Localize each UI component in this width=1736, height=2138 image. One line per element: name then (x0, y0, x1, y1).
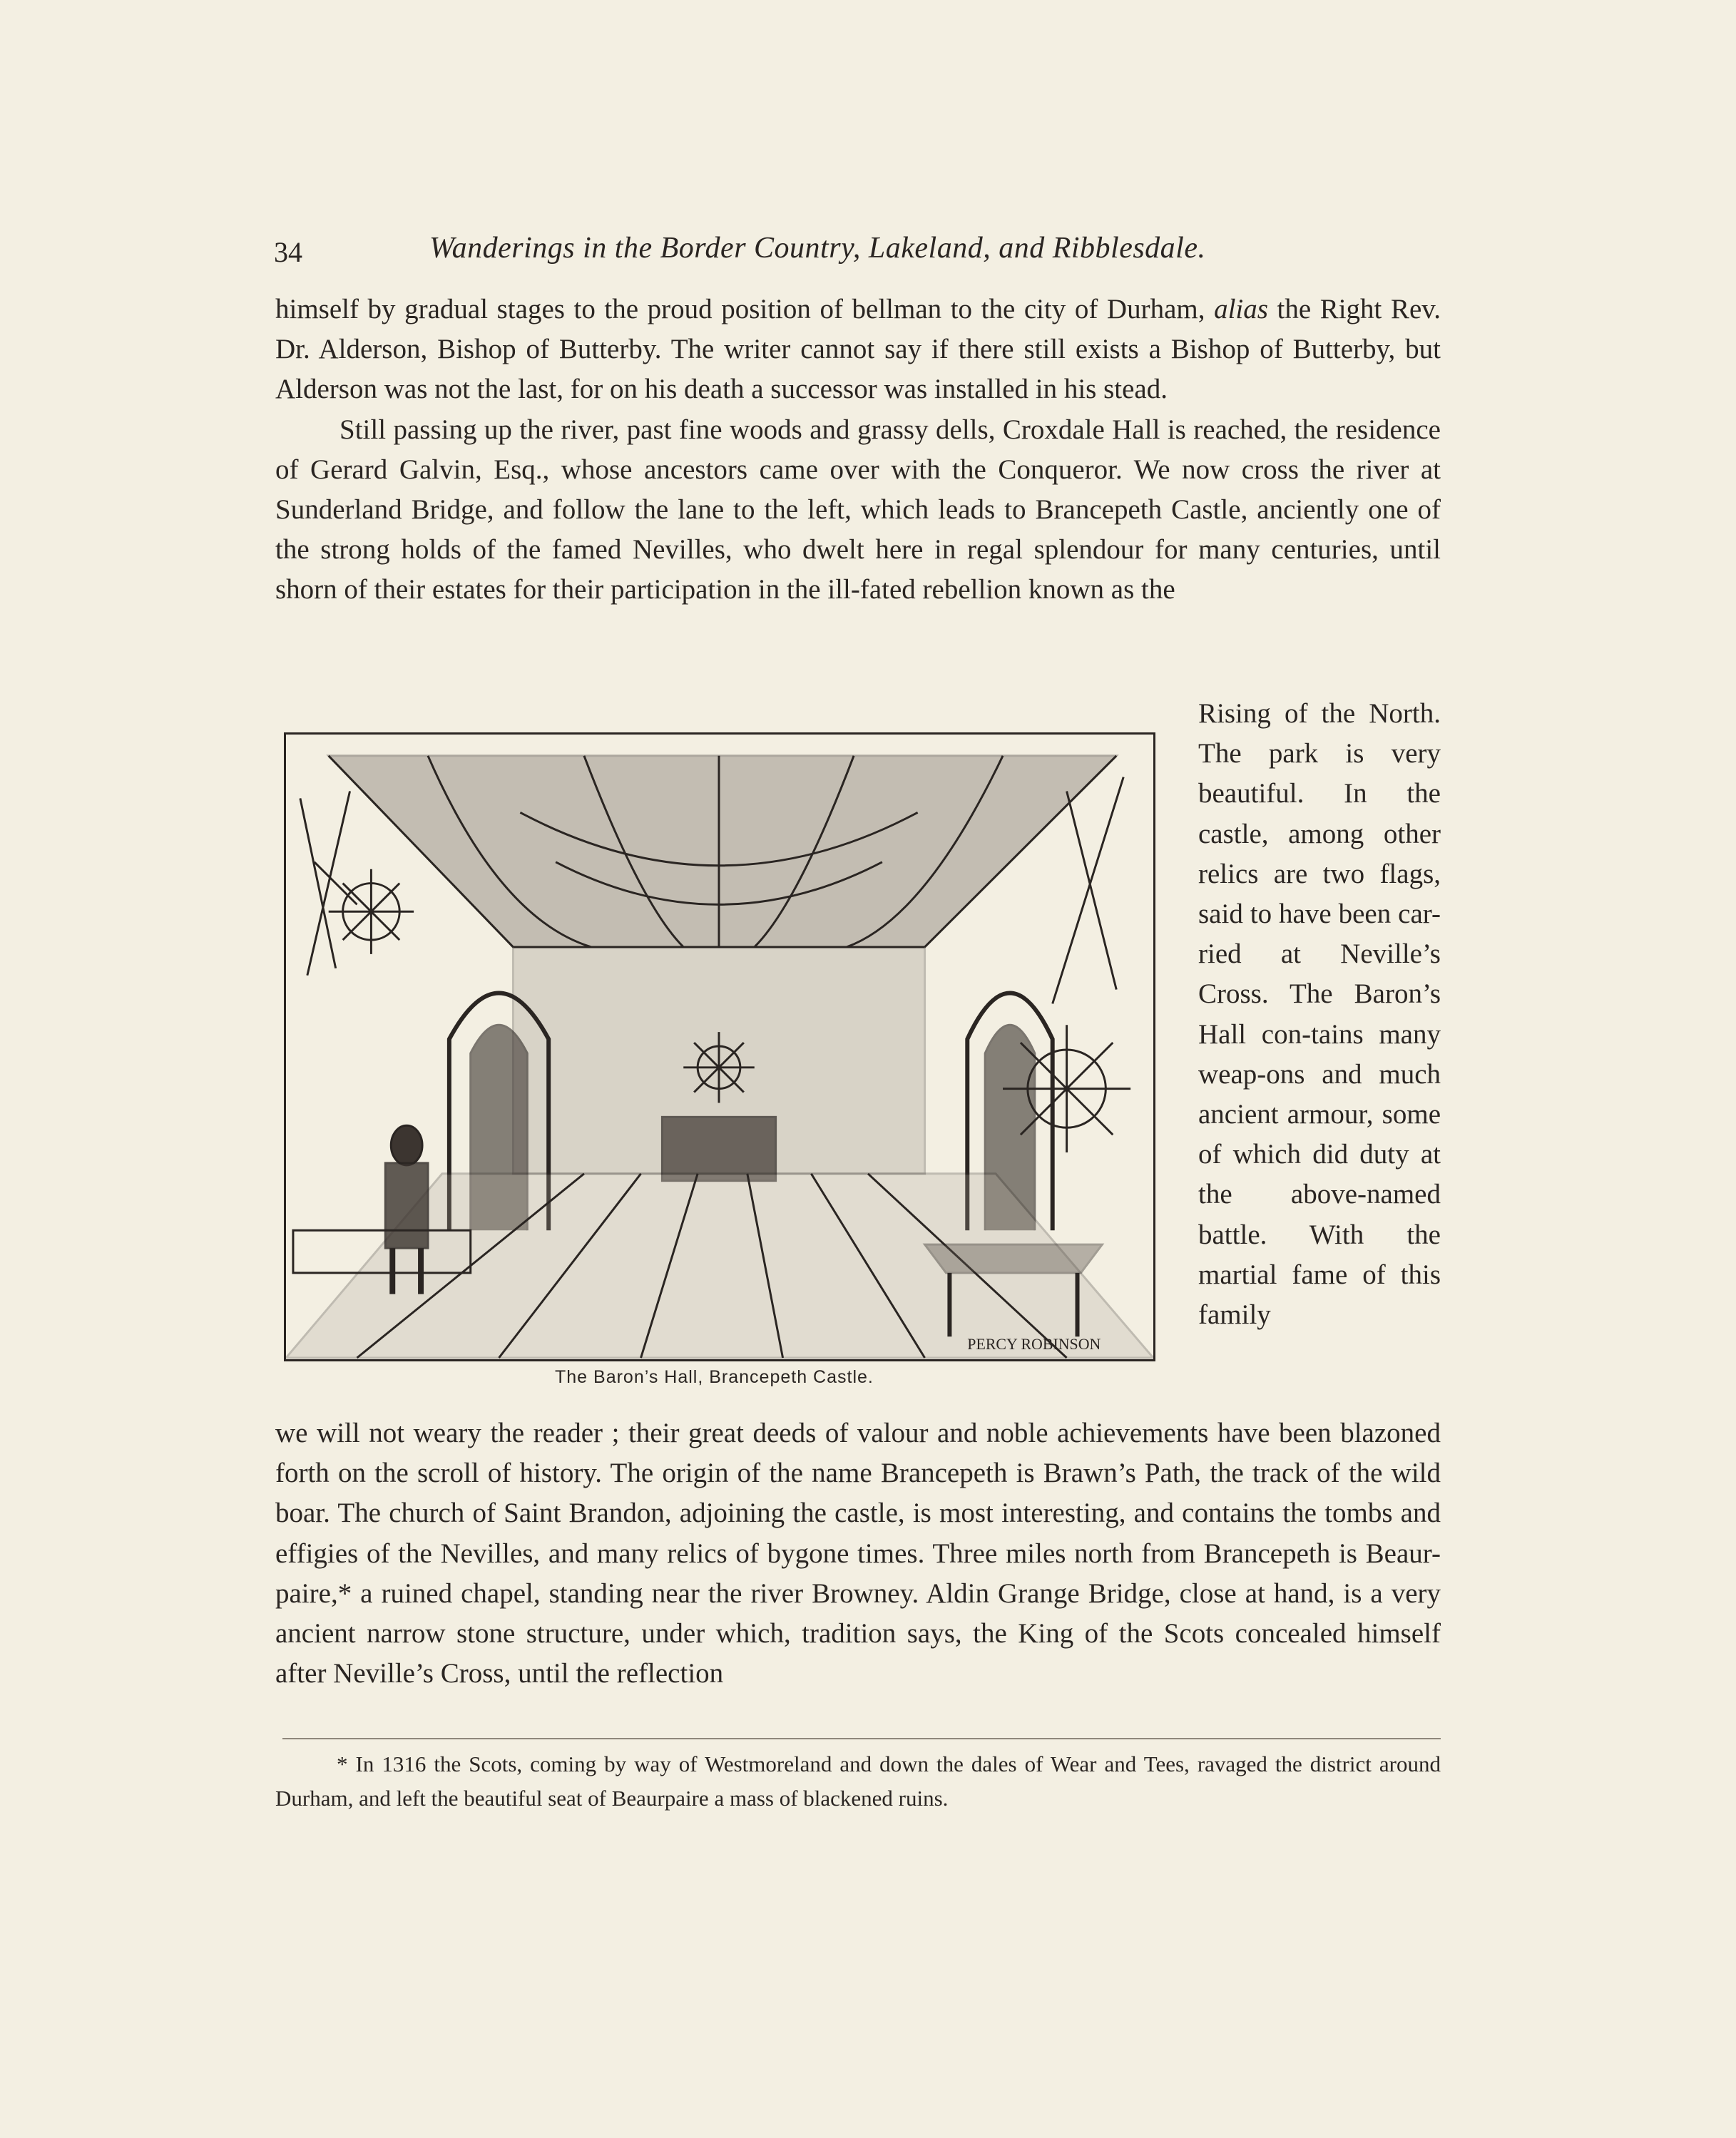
page-number: 34 (274, 236, 302, 268)
engraving-barons-hall (286, 735, 1153, 1359)
signature: PERCY ROBINSON (967, 1336, 1101, 1354)
paragraph-3: we will not weary the reader ; their great deeds of valour and noble achievements have been blazoned forth on the scroll of history. The origin of the name Brancepeth is Brawn’s Path, the track of the wild boar. The church of Saint Brandon, adjoining the castle, is most interesting, and contains the tombs and effigies of the Nevilles, and many relics of bygone times. Three miles north from Brancepeth is Beaur-paire,* a ruined chapel, standing near the river Browney. Aldin Grange Bridge, close at hand, is a very ancient narrow stone structure, under which, tradition says, the King of the Scots concealed himself after Neville’s Cross, until the reflection (275, 1418, 1441, 1689)
footnote-divider (282, 1738, 1441, 1739)
paragraph-2: Still passing up the river, past fine woods and grassy dells, Croxdale Hall is reached, the residence of Gerard Galvin, Esq., whose ancestors came over with the Conqueror. We now cross the river at Sunderland Bridge, and follow the lane to the left, which leads to Brancepeth Castle, anciently one of the strong holds of the famed Nevilles, who dwelt here in regal splendour for many centuries, until shorn of their estates for their participation in the ill-fated rebellion known as the (275, 414, 1441, 605)
paragraph-1 (275, 290, 1441, 410)
illustration-barons-hall (284, 732, 1155, 1361)
wrap-column-text: Rising of the North. The park is very beautiful. In the castle, among other relics are two flags, said to have been car-ried at Neville’s Cross. The Baron’s Hall con-tains many weap-ons and much ancient armour, some of which did duty at the above-named battle. With the martial fame of this family (1198, 698, 1441, 1331)
paragraph-1-rest: the Right Rev. Dr. Alderson, Bishop of Butterby. The writer cannot say if there still exists a Bishop of Butterby, but Alderson was not the last, for on his death a successor was installed in his stead. (275, 294, 1441, 405)
footnote (275, 1747, 1441, 1816)
running-title: Wanderings in the Border Country, Lakeland, and Ribblesdale. (429, 232, 1206, 265)
body-text-top (275, 290, 1441, 610)
italic-alias: alias (1214, 294, 1268, 324)
paragraph-1-prefix: himself by gradual stages to the proud position of bellman to the city of Durham, (275, 294, 1215, 324)
footnote-text: * In 1316 the Scots, coming by way of Westmoreland and down the dales of Wear and Tees, ravaged the district around Durham, and left the beautiful seat of Beaurpaire a mass of blackened ruins. (275, 1751, 1441, 1811)
illustration-caption: The Baron’s Hall, Brancepeth Castle. (555, 1367, 874, 1387)
running-header (274, 231, 1444, 274)
